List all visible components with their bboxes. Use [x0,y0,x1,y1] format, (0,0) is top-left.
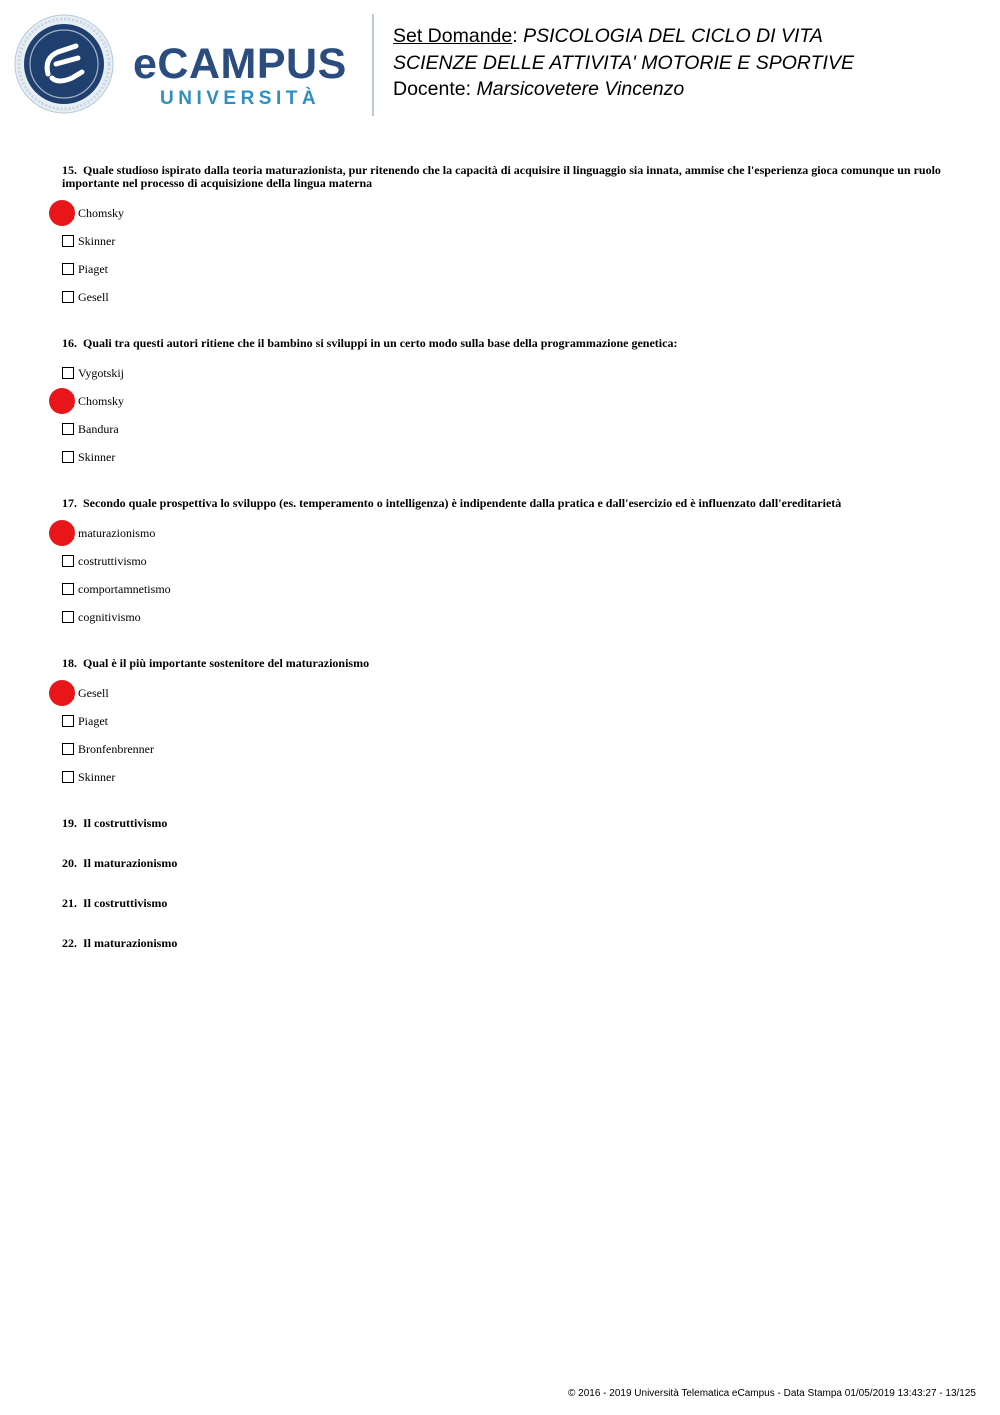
brand-name: eCAMPUS [133,40,347,88]
answer-option[interactable] [62,359,942,387]
answer-checkbox[interactable] [62,715,74,727]
answer-label: maturazionismo [78,525,156,540]
question-number: 21. [62,896,77,910]
answer-option[interactable] [62,387,942,415]
teacher-name: Marsicovetere Vincenzo [476,78,685,100]
brand-subtitle: UNIVERSITÀ [160,88,321,109]
question-number: 17. [62,496,77,510]
answer-option[interactable] [62,227,942,255]
answer-checkbox[interactable] [62,583,74,595]
answer-label: comportamnetismo [78,581,171,596]
answer-option[interactable] [62,575,942,603]
answer-option[interactable] [62,255,942,283]
answer-checkbox[interactable] [62,235,74,247]
answer-label: Bandura [78,421,119,436]
answer-option[interactable] [62,707,942,735]
question-body: Qual è il più importante sostenitore del maturazionismo [83,656,370,670]
set-line [393,23,854,50]
answer-option[interactable] [62,415,942,443]
question-body: Quale studioso ispirato dalla teoria maturazionista, pur ritenendo che la capacità di acquisire il linguaggio sia innata, ammise che l'esperienza gioca comunque un ruolo importante nel processo di acquisizione della lingua materna [62,163,941,190]
answer-label: costruttivismo [78,553,147,568]
page-footer: © 2016 - 2019 Università Telematica eCampus - Data Stampa 01/05/2019 13:43:27 - 13/125 [568,1388,976,1399]
answer-checkbox[interactable] [62,263,74,275]
answer-checkbox[interactable] [62,555,74,567]
answer-checkbox[interactable] [62,611,74,623]
answer-label: Bronfenbrenner [78,741,154,756]
answer-label: Chomsky [78,393,125,408]
answer-checkbox[interactable] [62,451,74,463]
answer-option[interactable] [62,603,942,631]
header-info [393,23,854,103]
answer-checkbox[interactable] [62,291,74,303]
question-20 [62,857,942,870]
question-22 [62,937,942,950]
question-body: Il costruttivismo [83,816,168,830]
answer-label: Chomsky [78,205,125,220]
question-number: 18. [62,656,77,670]
teacher-label: Docente: [393,78,472,100]
question-17 [62,497,942,631]
answer-option[interactable] [62,735,942,763]
question-19 [62,817,942,830]
degree-title: SCIENZE DELLE ATTIVITA' MOTORIE E SPORTIVE [393,51,854,74]
answer-option[interactable] [62,763,942,791]
question-body: Secondo quale prospettiva lo sviluppo (es. temperamento o intelligenza) è indipendente dalla pratica e dall'esercizio ed è influenzato dall'ereditarietà [83,496,842,510]
question-18 [62,657,942,791]
selected-answer-marker [49,680,75,706]
question-15 [62,164,942,311]
ecampus-seal-logo [14,14,114,114]
question-body: Il maturazionismo [83,936,178,950]
selected-answer-marker [49,200,75,226]
answer-checkbox[interactable] [62,423,74,435]
answer-label: Gesell [78,289,109,304]
answer-label: cognitivismo [78,609,141,624]
answer-label: Gesell [78,685,109,700]
question-body: Il maturazionismo [83,856,178,870]
question-number: 15. [62,163,77,177]
question-text [62,857,942,870]
course-title: PSICOLOGIA DEL CICLO DI VITA [523,25,823,47]
question-16 [62,337,942,471]
question-body: Quali tra questi autori ritiene che il bambino si sviluppi in un certo modo sulla base della programmazione genetica: [83,336,678,350]
answer-option[interactable] [62,679,942,707]
set-colon: : [512,25,518,47]
answer-label: Piaget [78,713,108,728]
question-text [62,817,942,830]
question-text [62,657,942,670]
answer-label: Skinner [78,233,116,248]
page-header [0,0,1000,130]
question-21 [62,897,942,910]
answer-checkbox[interactable] [62,367,74,379]
set-label: Set Domande [393,25,513,47]
question-text [62,497,942,510]
answer-label: Piaget [78,261,108,276]
answer-checkbox[interactable] [62,771,74,783]
answer-option[interactable] [62,443,942,471]
question-text [62,164,942,190]
answer-label: Skinner [78,769,116,784]
answer-option[interactable] [62,199,942,227]
question-number: 22. [62,936,77,950]
answer-checkbox[interactable] [62,743,74,755]
answer-label: Skinner [78,449,116,464]
question-text [62,937,942,950]
answer-option[interactable] [62,283,942,311]
answer-option[interactable] [62,519,942,547]
answer-label: Vygotskij [78,365,125,380]
selected-answer-marker [49,388,75,414]
question-number: 20. [62,856,77,870]
teacher-line [393,76,854,103]
selected-answer-marker [49,520,75,546]
question-number: 16. [62,336,77,350]
question-body: Il costruttivismo [83,896,168,910]
header-divider [372,14,374,116]
answer-option[interactable] [62,547,942,575]
question-text [62,337,942,350]
question-text [62,897,942,910]
question-number: 19. [62,816,77,830]
question-list [62,164,942,977]
